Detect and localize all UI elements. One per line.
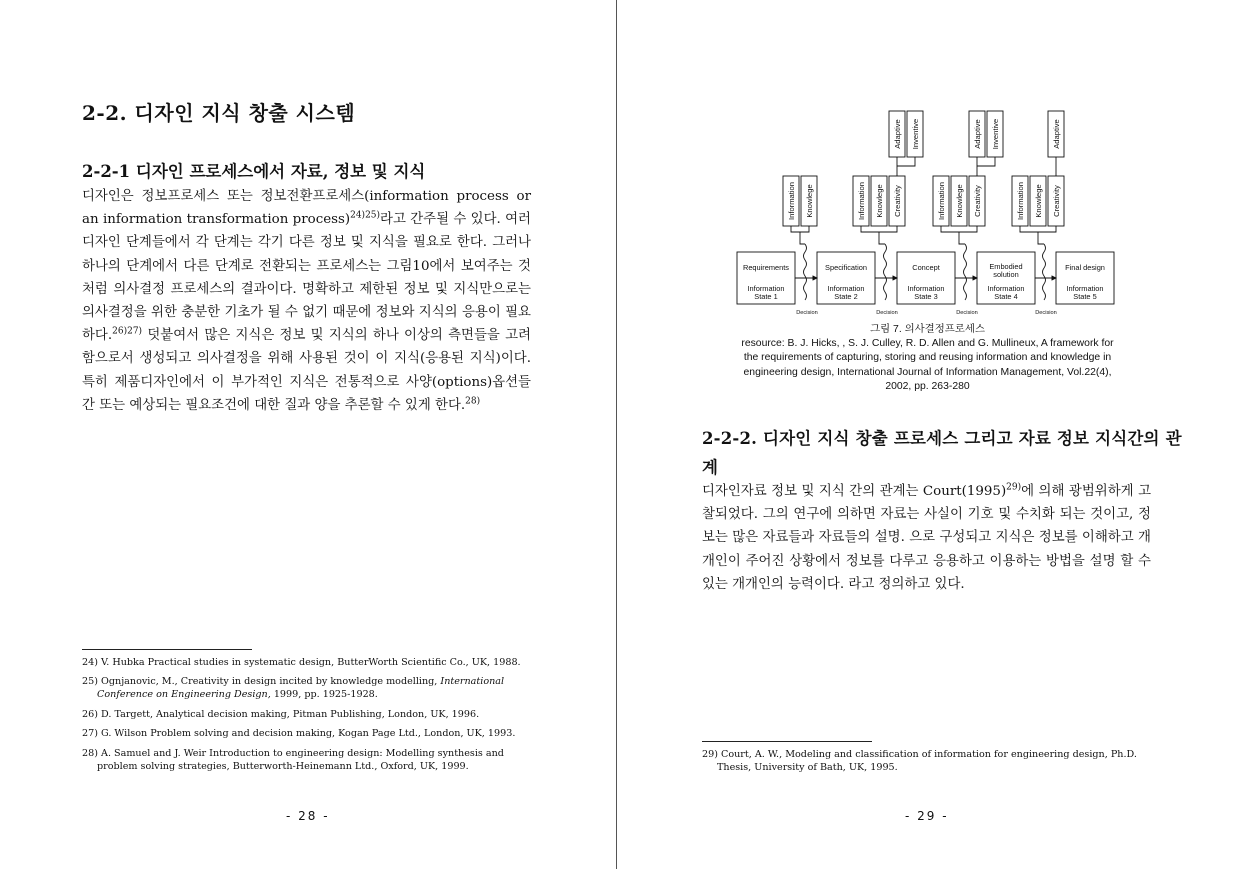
section-title: 2-2. 디자인 지식 창출 시스템 xyxy=(82,101,356,125)
left-page xyxy=(0,0,616,869)
paragraph-text: 에 의해 광범위하게 고찰되었다. 그의 연구에 의하면 자료는 사실이 기호 및 수치화 되는 것이고, 정보는 많은 자료들과 자료들의 설명. 으로 구성되고 지식은 정보를 이해하고 개개인이 주어진 상황에서 정보를 다루고 응용하고 이용하는 방법을 설명 할 수 있는 개개인의 능력이다. 라고 정의하고 있다. xyxy=(702,484,1152,592)
footnotes xyxy=(82,656,532,786)
paragraph-text: 디자인자료 정보 및 지식 간의 관계는 Court(1995) xyxy=(702,484,1007,499)
tag-label: Knowlege xyxy=(955,184,964,218)
tag-label: Inventive xyxy=(991,118,1000,150)
footnotes xyxy=(702,748,1152,780)
footnote-ref: 24)25) xyxy=(350,210,381,221)
subsection-title-continued: 계 xyxy=(702,458,718,477)
tag-label: Information xyxy=(857,182,866,220)
tag-label: Knowlege xyxy=(1034,184,1043,218)
state-label: State 5 xyxy=(1073,292,1097,301)
state-name: Embodied xyxy=(989,262,1023,271)
state-label: State 2 xyxy=(834,292,858,301)
state-name: Specification xyxy=(825,263,867,272)
tag-label: Information xyxy=(1016,182,1025,220)
subsection-title: 2-2-1 디자인 프로세스에서 자료, 정보 및 지식 xyxy=(82,162,426,181)
decision-label: Decision xyxy=(1035,310,1057,316)
page-number: - 28 - xyxy=(286,809,330,823)
state-info: Information xyxy=(987,284,1025,293)
state-name: solution xyxy=(993,270,1019,279)
paragraph-text: 덧붙여서 많은 지식은 정보 및 지식의 하나 이상의 측면들을 고려함으로서 생성되고 의사결정을 위해 사용된 것이 이 지식(응용된 지식)이다. 특히 제품디자인에서 이 부가적인 지식은 전통적으로 사양(options)옵션들 간 또는 예상되는 필요조건에 대한 질과 양을 추론할 수 있게 한다. xyxy=(82,328,531,413)
tag-label: Information xyxy=(787,182,796,220)
tag-label: Adaptive xyxy=(1052,119,1061,149)
decision-label: Decision xyxy=(956,310,978,316)
decision-label: Decision xyxy=(796,310,818,316)
footnote-item: 26) D. Targett, Analytical decision making, Pitman Publishing, London, UK, 1996. xyxy=(82,709,480,720)
tag-label: Inventive xyxy=(911,118,920,150)
state-info: Information xyxy=(747,284,785,293)
paragraph-text: 라고 간주될 수 있다. 여러 디자인 단계들에서 각 단계는 각기 다른 정보 및 지식을 필요로 한다. 그러나 하나의 단계에서 다른 단계로 전환되는 프로세스는 그림10에서 보여주는 것처럼 의사결정 프로세스의 결과이다. 명확하고 제한된 정보 및 지식만으로는 의사결정을 위한 충분한 기초가 될 수 없기 때문에 정보와 지식의 응용이 필요하다. xyxy=(82,212,531,344)
figure-caption-source: resource: B. J. Hicks, , S. J. Culley, R. D. Allen and G. Mullineux, A framework for the requirements of capturing, storing and reusing information and knowledge in engineering design, International Journal of Information Management, Vol.22(4), 2002, pp. 263-280 xyxy=(741,338,1114,393)
footnote-ref: 29) xyxy=(1006,482,1022,493)
footnote-item: 29) Court, A. W., Modeling and classification of information for engineering design, Ph.D. Thesis, University of Bath, UK, 1995. xyxy=(702,749,1137,773)
footnote-ref: 28) xyxy=(465,396,481,407)
tag-label: Information xyxy=(937,182,946,220)
tag-label: Knowlege xyxy=(805,184,814,218)
paragraph-text: 디자인은 정보프로세스 또는 정보전환프로세스(information process or an information transformation process) xyxy=(82,189,531,228)
decision-process-diagram xyxy=(733,106,1133,320)
state-info: Information xyxy=(907,284,945,293)
footnote-item: 25) Ognjanovic, M., Creativity in design incited by knowledge modelling, International Conference on Engineering Design, 1999, pp. 1925-1928. xyxy=(82,676,505,700)
footnote-rule xyxy=(702,741,872,742)
tag-label: Adaptive xyxy=(893,119,902,149)
body-paragraph xyxy=(82,185,531,417)
footnote-rule xyxy=(82,649,252,650)
footnote-item: 27) G. Wilson Problem solving and decision making, Kogan Page Ltd., London, UK, 1993. xyxy=(82,728,516,739)
state-label: State 1 xyxy=(754,292,778,301)
state-info: Information xyxy=(827,284,865,293)
state-info: Information xyxy=(1066,284,1104,293)
subsection-title: 2-2-2. 디자인 지식 창출 프로세스 그리고 자료 정보 지식간의 관 xyxy=(702,429,1182,448)
tag-label: Creativity xyxy=(1052,185,1061,217)
state-name: Requirements xyxy=(742,263,790,272)
footnote-item: 28) A. Samuel and J. Weir Introduction to engineering design: Modelling synthesis and problem solving strategies, Butterworth-Heinemann Ltd., Oxford, UK, 1999. xyxy=(82,748,504,772)
page-number: - 29 - xyxy=(905,809,949,823)
body-paragraph xyxy=(702,480,1151,596)
state-label: State 4 xyxy=(994,292,1018,301)
tag-label: Creativity xyxy=(893,185,902,217)
tag-label: Adaptive xyxy=(973,119,982,149)
footnote-item: 24) V. Hubka Practical studies in systematic design, ButterWorth Scientific Co., UK, 1988. xyxy=(82,657,521,668)
figure-caption-title: 그림 7. 의사결정프로세스 xyxy=(870,324,985,335)
footnote-ref: 26)27) xyxy=(112,326,143,337)
tag-label: Knowlege xyxy=(875,184,884,218)
right-page xyxy=(617,0,1234,869)
state-name: Final design xyxy=(1065,263,1105,272)
state-label: State 3 xyxy=(914,292,938,301)
decision-label: Decision xyxy=(876,310,898,316)
tag-label: Creativity xyxy=(973,185,982,217)
state-name: Concept xyxy=(912,263,940,272)
